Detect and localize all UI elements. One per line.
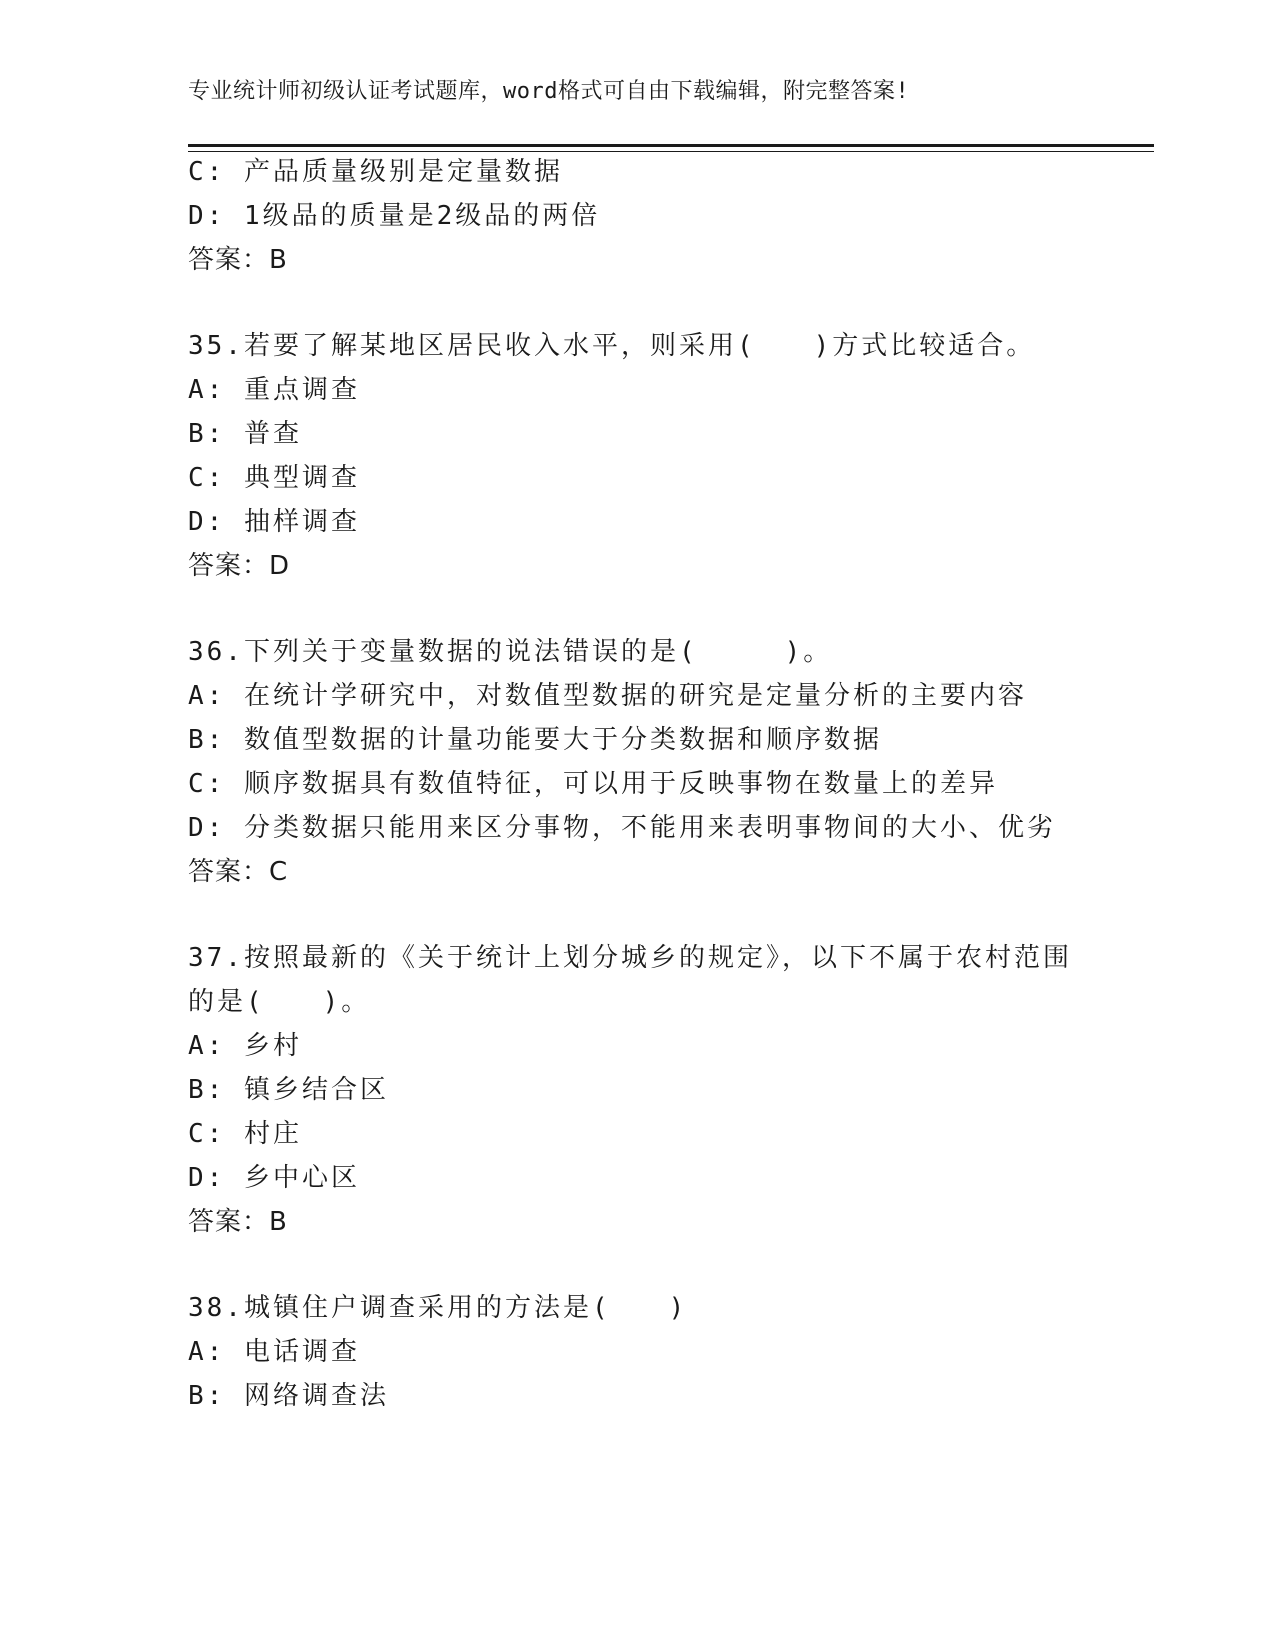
q37-option-a: A: 乡村 [188,1031,302,1061]
q35-option-a: A: 重点调查 [188,375,360,405]
q36-option-b: B: 数值型数据的计量功能要大于分类数据和顺序数据 [188,725,882,755]
q37-option-c: C: 村庄 [188,1119,302,1149]
q37-stem-line1: 37.按照最新的《关于统计上划分城乡的规定》，以下不属于农村范围 [188,943,1072,973]
prev-option-d: D: 1级品的质量是2级品的两倍 [188,201,601,231]
page-header: 专业统计师初级认证考试题库，word格式可自由下载编辑，附完整答案! [188,79,910,104]
q35-option-d: D: 抽样调查 [188,507,360,537]
q36-option-d: D: 分类数据只能用来区分事物，不能用来表明事物间的大小、优劣 [188,813,1056,843]
q37-stem-line2: 的是( )。 [188,987,371,1017]
q37-option-d: D: 乡中心区 [188,1163,360,1193]
q36-option-a: A: 在统计学研究中，对数值型数据的研究是定量分析的主要内容 [188,681,1027,711]
q35-answer: 答案：D [188,551,291,581]
q35-option-b: B: 普查 [188,419,302,449]
q36-answer: 答案：C [188,857,289,887]
q38-option-a: A: 电话调查 [188,1337,360,1367]
q35-option-c: C: 典型调查 [188,463,360,493]
prev-answer: 答案：B [188,245,288,275]
q37-option-b: B: 镇乡结合区 [188,1075,389,1105]
q37-answer: 答案：B [188,1207,288,1237]
q36-option-c: C: 顺序数据具有数值特征，可以用于反映事物在数量上的差异 [188,769,998,799]
q35-stem: 35.若要了解某地区居民收入水平，则采用( )方式比较适合。 [188,331,1036,361]
prev-option-c: C: 产品质量级别是定量数据 [188,157,563,187]
q38-stem: 38.城镇住户调查采用的方法是( ) [188,1293,688,1323]
header-rule-thick [188,144,1154,147]
q38-option-b: B: 网络调查法 [188,1381,389,1411]
q36-stem: 36.下列关于变量数据的说法错误的是( )。 [188,637,833,667]
header-rule-thin [188,151,1154,152]
